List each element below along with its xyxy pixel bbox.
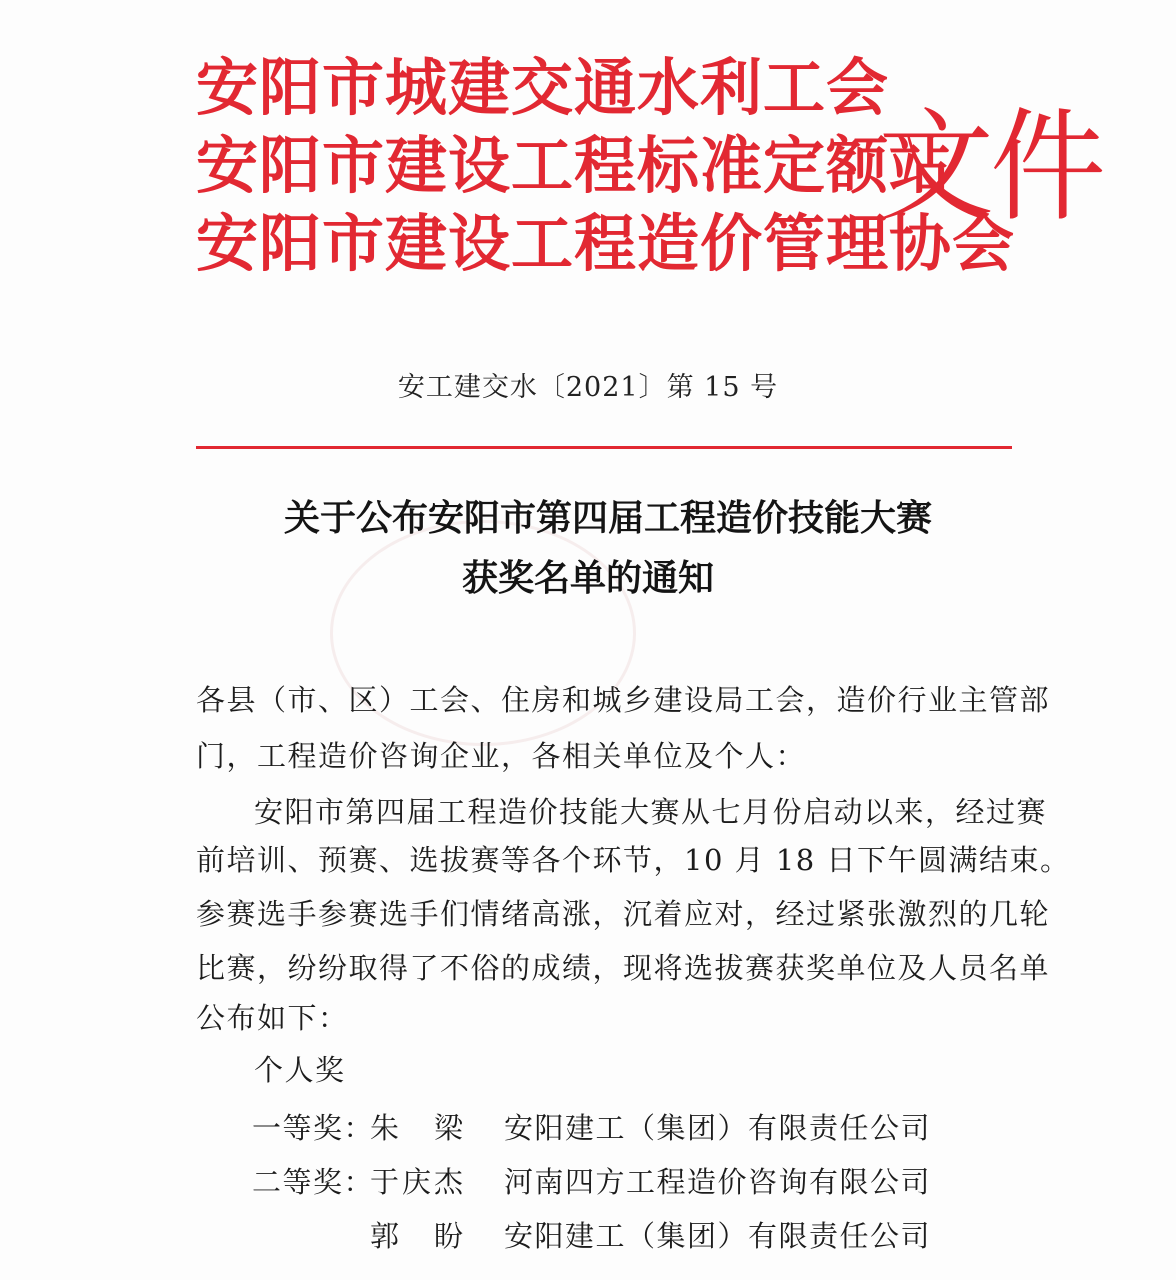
section-heading-individual-awards: 个人奖 <box>254 1053 346 1087</box>
notice-title-line-2: 获奖名单的通知 <box>461 557 714 599</box>
body-line-5: 参赛选手参赛选手们情绪高涨，沉着应对，经过紧张激烈的几轮 <box>196 897 1051 931</box>
body-line-1: 各县（市、区）工会、住房和城乡建设局工会，造价行业主管部 <box>196 683 1051 717</box>
body-line-4: 前培训、预赛、选拔赛等各个环节，10 月 18 日下午圆满结束。 <box>196 843 1071 877</box>
header-organization-2: 安阳市建设工程标准定额站 <box>196 129 953 202</box>
winner-name: 于庆杰 <box>370 1165 467 1199</box>
header-document-suffix: 文件 <box>878 96 1102 239</box>
award-row <box>252 1106 931 1150</box>
notice-title-line-1: 关于公布安阳市第四届工程造价技能大赛 <box>283 497 932 539</box>
header-organization-1: 安阳市城建交通水利工会 <box>196 51 890 124</box>
body-line-6: 比赛，纷纷取得了不俗的成绩，现将选拔赛获奖单位及人员名单 <box>196 951 1051 985</box>
award-row <box>252 1160 931 1204</box>
document-number: 安工建交水〔2021〕第 15 号 <box>397 372 779 403</box>
body-line-3: 安阳市第四届工程造价技能大赛从七月份启动以来，经过赛 <box>254 795 1048 829</box>
red-divider-line <box>196 446 1012 449</box>
winner-company: 安阳建工（集团）有限责任公司 <box>504 1219 932 1253</box>
award-row <box>252 1214 931 1258</box>
winner-company: 安阳建工（集团）有限责任公司 <box>504 1111 932 1145</box>
award-level: 一等奖： <box>252 1111 375 1145</box>
winner-name: 朱 梁 <box>370 1111 467 1145</box>
body-line-7: 公布如下： <box>196 1001 349 1035</box>
header-organization-3: 安阳市建设工程造价管理协会 <box>196 207 1016 280</box>
award-level: 二等奖： <box>252 1165 375 1199</box>
winner-name: 郭 盼 <box>370 1219 467 1253</box>
body-line-2: 门，工程造价咨询企业，各相关单位及个人： <box>196 739 807 773</box>
winner-company: 河南四方工程造价咨询有限公司 <box>504 1165 932 1199</box>
